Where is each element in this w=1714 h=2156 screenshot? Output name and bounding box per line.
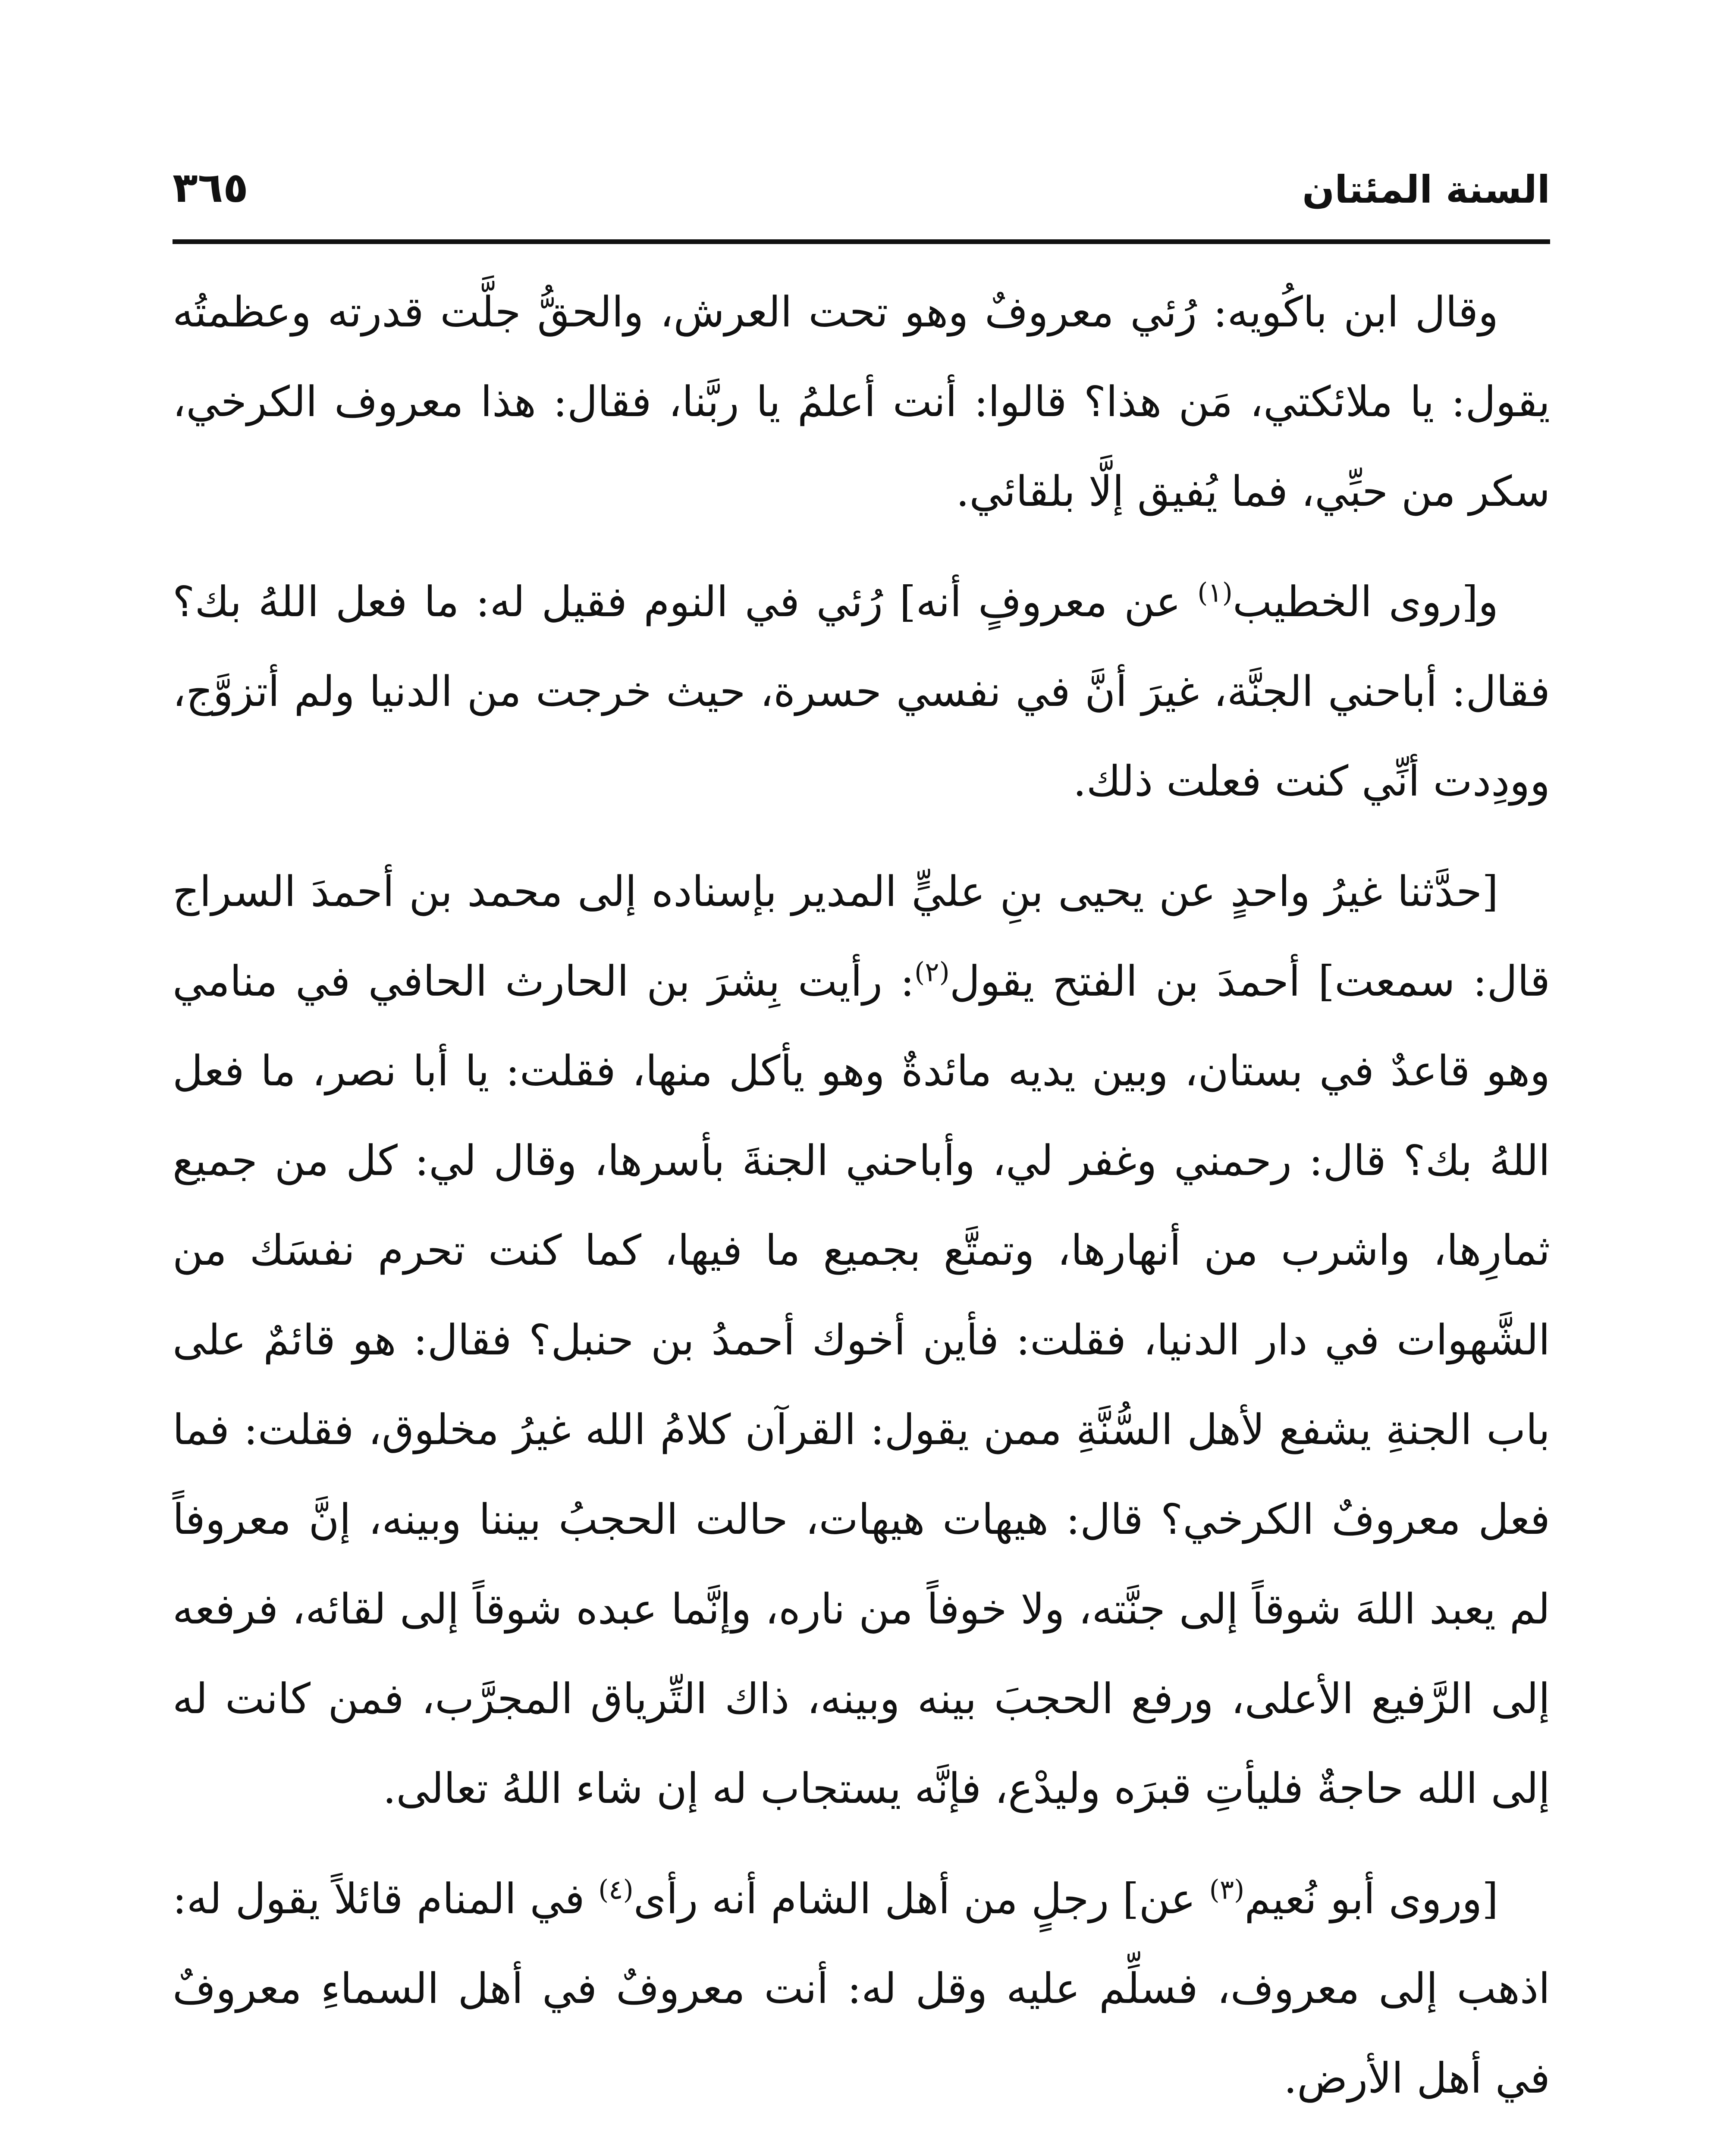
- paragraph-text: و[روى الخطيب: [1233, 577, 1498, 626]
- paragraph: [173, 557, 1550, 826]
- paragraph-text: في المنام قائلاً يقول له: اذهب إلى معروف، فسلِّم عليه وقل له: أنت معروفٌ في أهل السماءِ معروفٌ في أهل الأرض.: [173, 1874, 1550, 2103]
- page-number: ٣٦٥: [173, 163, 248, 212]
- running-title: السنة المئتان: [1302, 167, 1550, 212]
- paragraph: [173, 847, 1550, 1833]
- main-text: [173, 267, 1550, 2144]
- page-header: [173, 147, 1550, 224]
- paragraph: [173, 267, 1550, 536]
- footnote-reference: (٢): [914, 956, 950, 988]
- paragraph-text: [حدَّثنا غيرُ واحدٍ عن يحيى بنِ عليٍّ المدير بإسناده إلى محمد بن أحمدَ السراج قال: سمعت] أحمدَ بن الفتح يقول: [173, 867, 1551, 1006]
- paragraph-text: عن معروفٍ أنه] رُئي في النوم فقيل له: ما فعل اللهُ بك؟ فقال: أباحني الجنَّة، غيرَ أنَّ في نفسي حسرة، حيث خرجت من الدنيا ولم أتزوَّج، وودِدت أنِّي كنت فعلت ذلك.: [173, 577, 1550, 805]
- paragraph-text: عن] رجلٍ من أهل الشام أنه رأى: [633, 1874, 1209, 1923]
- footnote-reference: (٤): [598, 1874, 634, 1905]
- paragraph: [173, 1854, 1550, 2123]
- paragraph-text: [وروى أبو نُعيم: [1244, 1874, 1499, 1923]
- footnote-reference: (١): [1197, 577, 1233, 608]
- header-rule: [173, 239, 1550, 244]
- paragraph-text: وقال ابن باكُويه: رُئي معروفٌ وهو تحت العرش، والحقُّ جلَّت قدرته وعظمتُه يقول: يا ملائكتي، مَن هذا؟ قالوا: أنت أعلمُ يا ربَّنا، فقال: هذا معروف الكرخي، سكر من حبِّي، فما يُفيق إلَّا بلقائي.: [173, 288, 1550, 516]
- paragraph-text: : رأيت بِشرَ بن الحارث الحافي في منامي وهو قاعدٌ في بستان، وبين يديه مائدةٌ وهو يأكل منها، فقلت: يا أبا نصر، ما فعل اللهُ بك؟ قال: رحمني وغفر لي، وأباحني الجنةَ بأسرها، وقال لي: كل من جميع ثمارِها، واشرب من أنهارها، وتمتَّع بجميع ما فيها، كما كنت تحرم نفسَك من الشَّهوات في دار الدنيا، فقلت: فأين أخوك أحمدُ بن حنبل؟ فقال: هو قائمٌ على باب الجنةِ يشفع لأهل السُّنَّةِ ممن يقول: القرآن كلامُ الله غيرُ مخلوق، فقلت: فما فعل معروفٌ الكرخي؟ قال: هيهات هيهات، حالت الحجبُ بيننا وبينه، إنَّ معروفاً لم يعبد اللهَ شوقاً إلى جنَّته، ولا خوفاً من ناره، وإنَّما عبده شوقاً إلى لقائه، فرفعه إلى الرَّفيع الأعلى، ورفع الحجبَ بينه وبينه، ذاك التِّرياق المجرَّب، فمن كانت له إلى الله حاجةٌ فليأتِ قبرَه وليدْع، فإنَّه يستجاب له إن شاء اللهُ تعالى.: [173, 957, 1550, 1813]
- footnote-reference: (٣): [1209, 1874, 1245, 1905]
